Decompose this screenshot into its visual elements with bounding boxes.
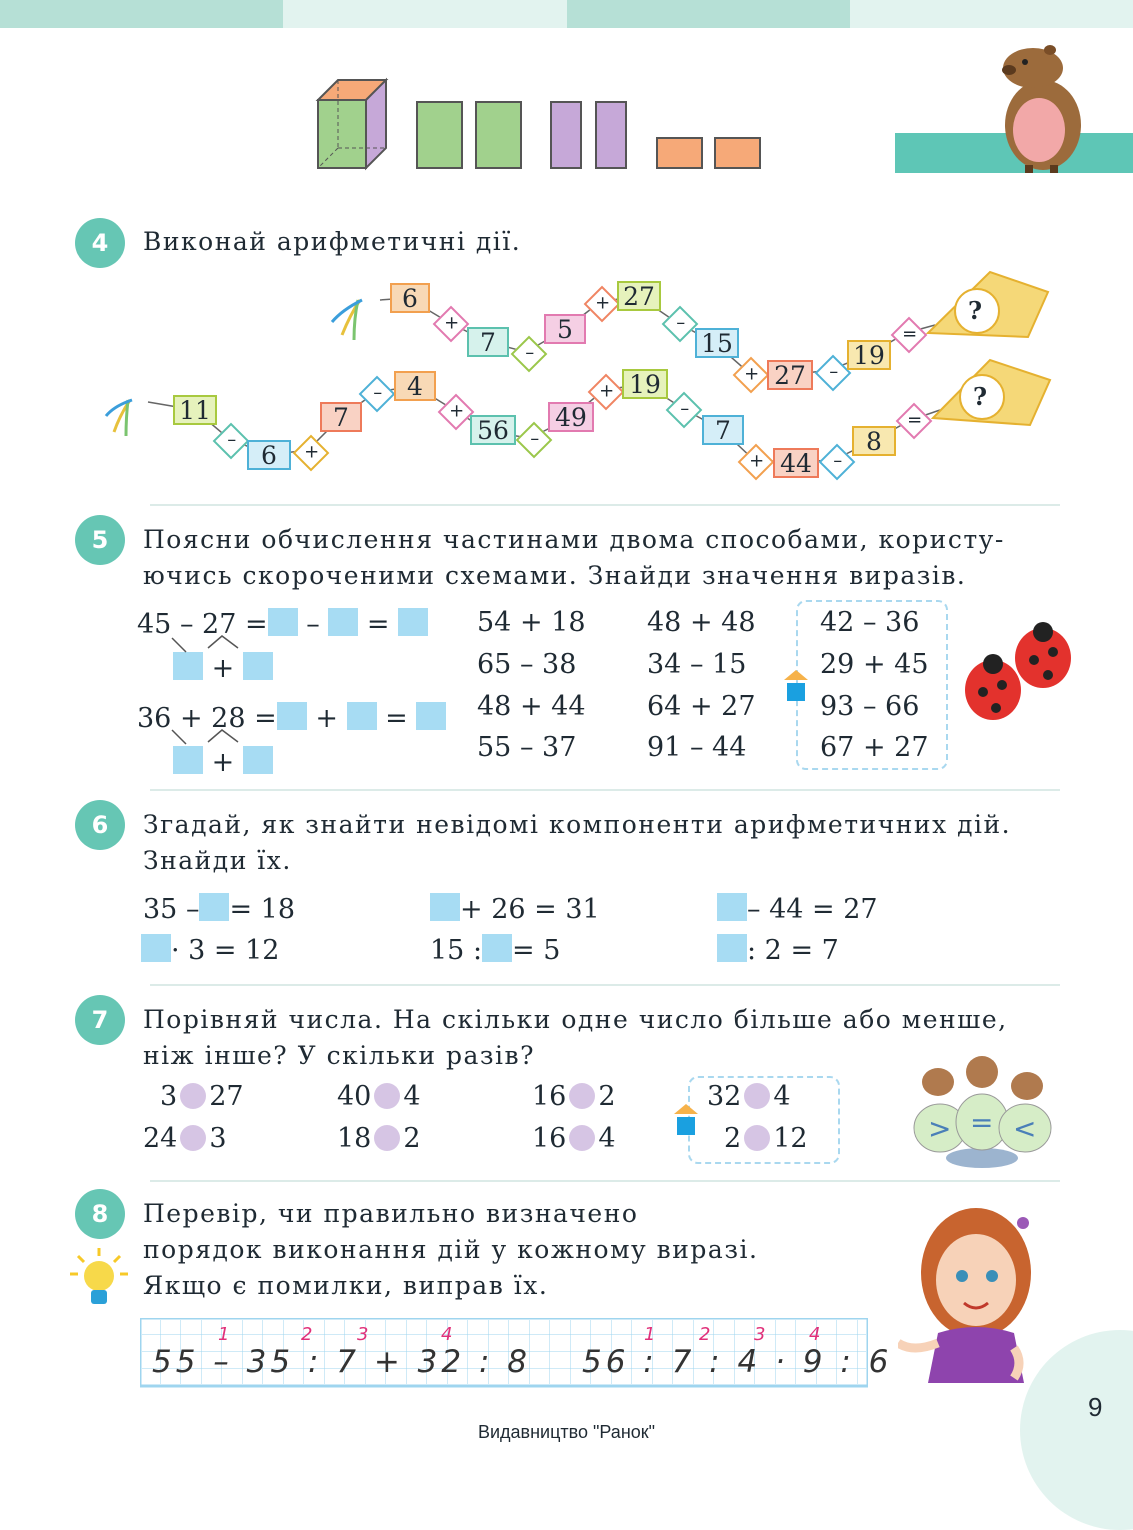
task-number-badge: 8	[75, 1189, 125, 1239]
task-number-badge: 5	[75, 515, 125, 565]
chain-operator: –	[815, 355, 852, 392]
chain-number: 19	[622, 369, 668, 399]
task-number-badge: 4	[75, 218, 125, 268]
scheme-parts: +	[173, 652, 273, 684]
chain-number: 6	[247, 440, 291, 470]
equation: 35 – = 18	[143, 894, 296, 925]
task-number-badge: 6	[75, 800, 125, 850]
chain-number: 49	[548, 402, 594, 432]
chain-operator: –	[819, 444, 856, 481]
comparison: 24 3	[143, 1123, 227, 1154]
answer-box[interactable]	[430, 893, 460, 921]
expression: 64 + 27	[647, 691, 756, 722]
difficulty-icon	[672, 1104, 700, 1138]
chain-number: 44	[773, 448, 819, 478]
task-instruction: ніж інше? У скільки разів?	[143, 1041, 536, 1070]
answer-box[interactable]	[717, 893, 747, 921]
task-instruction: Знайди їх.	[143, 846, 292, 875]
chain-number: 27	[767, 360, 813, 390]
task-instruction: Поясни обчислення частинами двома способами, користу-	[143, 525, 1005, 554]
expression: 48 + 44	[477, 691, 586, 722]
task-instruction: порядок виконання дій у кожному виразі.	[143, 1235, 759, 1264]
expression: 48 + 48	[647, 607, 756, 638]
answer-box[interactable]	[141, 934, 171, 962]
chain-operator: –	[359, 376, 396, 413]
answer-box[interactable]	[268, 608, 298, 636]
answer-box[interactable]	[199, 893, 229, 921]
scheme-expression: 36 + 28 = + =	[137, 702, 446, 734]
answer-box[interactable]	[277, 702, 307, 730]
task-instruction: ючись скороченими схемами. Знайди значення виразів.	[143, 561, 967, 590]
answer-box[interactable]	[398, 608, 428, 636]
answer-box[interactable]	[173, 746, 203, 774]
chain-number: 5	[544, 314, 586, 344]
answer-box[interactable]	[482, 934, 512, 962]
svg-text:<: <	[1013, 1112, 1037, 1145]
chain-number: 7	[320, 402, 362, 432]
divider	[150, 789, 1060, 791]
chain-operator: –	[666, 392, 703, 429]
answer-box[interactable]	[416, 702, 446, 730]
expression: 29 + 45	[820, 649, 929, 680]
comparison: 16 4	[532, 1123, 616, 1154]
difficulty-icon	[782, 670, 810, 704]
comparison: 32 4	[707, 1081, 791, 1112]
comparison: 18 2	[337, 1123, 421, 1154]
compare-circle[interactable]	[374, 1083, 400, 1109]
publisher-footer: Видавництво "Ранок"	[477, 1422, 656, 1442]
order-mark: 4	[809, 1324, 821, 1345]
order-mark: 3	[357, 1324, 369, 1345]
handwritten-expression: 55 – 35 : 7 + 32 : 8	[152, 1344, 531, 1380]
expression: 42 – 36	[820, 607, 920, 638]
answer-box[interactable]	[328, 608, 358, 636]
chain-number: 4	[394, 371, 436, 401]
lightbulb-icon	[70, 1248, 128, 1312]
order-mark: 2	[699, 1324, 711, 1345]
answer-box[interactable]	[243, 746, 273, 774]
expression: 55 – 37	[477, 732, 577, 763]
compare-circle[interactable]	[569, 1083, 595, 1109]
chain-number: 7	[702, 415, 744, 445]
chain-number: 11	[173, 395, 217, 425]
equation: 15 : = 5	[430, 935, 561, 966]
comparison: 2 12	[724, 1123, 808, 1154]
order-mark: 1	[644, 1324, 656, 1345]
chain-operator: +	[293, 435, 330, 472]
equation: + 26 = 31	[430, 893, 600, 925]
expression: 34 – 15	[647, 649, 747, 680]
chain-number: 7	[467, 327, 509, 357]
compare-circle[interactable]	[180, 1125, 206, 1151]
order-mark: 4	[441, 1324, 453, 1345]
chain-number: 19	[847, 340, 891, 370]
divider	[150, 984, 1060, 986]
chain-number: 6	[390, 283, 430, 313]
handwritten-expression: 56 : 7 : 4 · 9 : 6	[582, 1344, 893, 1380]
chain-operator: +	[438, 394, 475, 431]
equation: – 44 = 27	[717, 893, 878, 925]
ladybugs-illustration	[958, 620, 1078, 730]
chain-operator: =	[896, 403, 933, 440]
task-number-badge: 7	[75, 995, 125, 1045]
chain-number: 8	[852, 426, 896, 456]
chain-operator: =	[891, 317, 928, 354]
chain-operator: +	[733, 357, 770, 394]
expression: 91 – 44	[647, 732, 747, 763]
chain-operator: +	[588, 374, 625, 411]
compare-circle[interactable]	[374, 1125, 400, 1151]
task-instruction: Перевір, чи правильно визначено	[143, 1199, 639, 1228]
chain-operator: –	[662, 306, 699, 343]
equation: · 3 = 12	[141, 934, 280, 966]
page-number: 9	[1088, 1392, 1103, 1422]
chain-operator: +	[584, 286, 621, 323]
expression: 67 + 27	[820, 732, 929, 763]
task-instruction: Якщо є помилки, виправ їх.	[143, 1271, 549, 1300]
order-mark: 2	[301, 1324, 313, 1345]
divider	[150, 504, 1060, 506]
kite-question-mark: ?	[968, 296, 983, 325]
task-instruction: Порівняй числа. На скільки одне число більше або менше,	[143, 1005, 1008, 1034]
svg-text:=: =	[970, 1106, 994, 1139]
chain-number: 15	[695, 328, 739, 358]
chain-operator: –	[511, 336, 548, 373]
challenge-bracket	[688, 1076, 840, 1164]
divider	[150, 1180, 1060, 1182]
comparison-signs-illustration	[910, 1050, 1055, 1170]
chain-operator: –	[516, 422, 553, 459]
chain-operator: +	[433, 306, 470, 343]
scheme-parts: +	[173, 746, 273, 778]
task-instruction: Виконай арифметичні дії.	[143, 227, 522, 256]
kite-question-mark: ?	[973, 382, 988, 411]
comparison: 40 4	[337, 1081, 421, 1112]
order-mark: 3	[754, 1324, 766, 1345]
answer-box[interactable]	[717, 934, 747, 962]
expression: 93 – 66	[820, 691, 920, 722]
girl-illustration	[898, 1198, 1038, 1383]
task-instruction: Згадай, як знайти невідомі компоненти арифметичних дій.	[143, 810, 1012, 839]
order-mark: 1	[218, 1324, 230, 1345]
answer-box[interactable]	[347, 702, 377, 730]
chain-number: 27	[617, 281, 661, 311]
svg-text:>: >	[928, 1112, 952, 1145]
compare-circle[interactable]	[180, 1083, 206, 1109]
chain-number: 56	[470, 415, 516, 445]
compare-circle[interactable]	[569, 1125, 595, 1151]
chain-operator: +	[738, 444, 775, 481]
expression: 65 – 38	[477, 649, 577, 680]
comparison: 3 27	[160, 1081, 244, 1112]
scheme-arrows	[160, 630, 260, 750]
equation: : 2 = 7	[717, 934, 839, 966]
chain-operator: –	[213, 423, 250, 460]
comparison: 16 2	[532, 1081, 616, 1112]
scheme-expression: 45 – 27 = – =	[137, 608, 428, 640]
expression: 54 + 18	[477, 607, 586, 638]
